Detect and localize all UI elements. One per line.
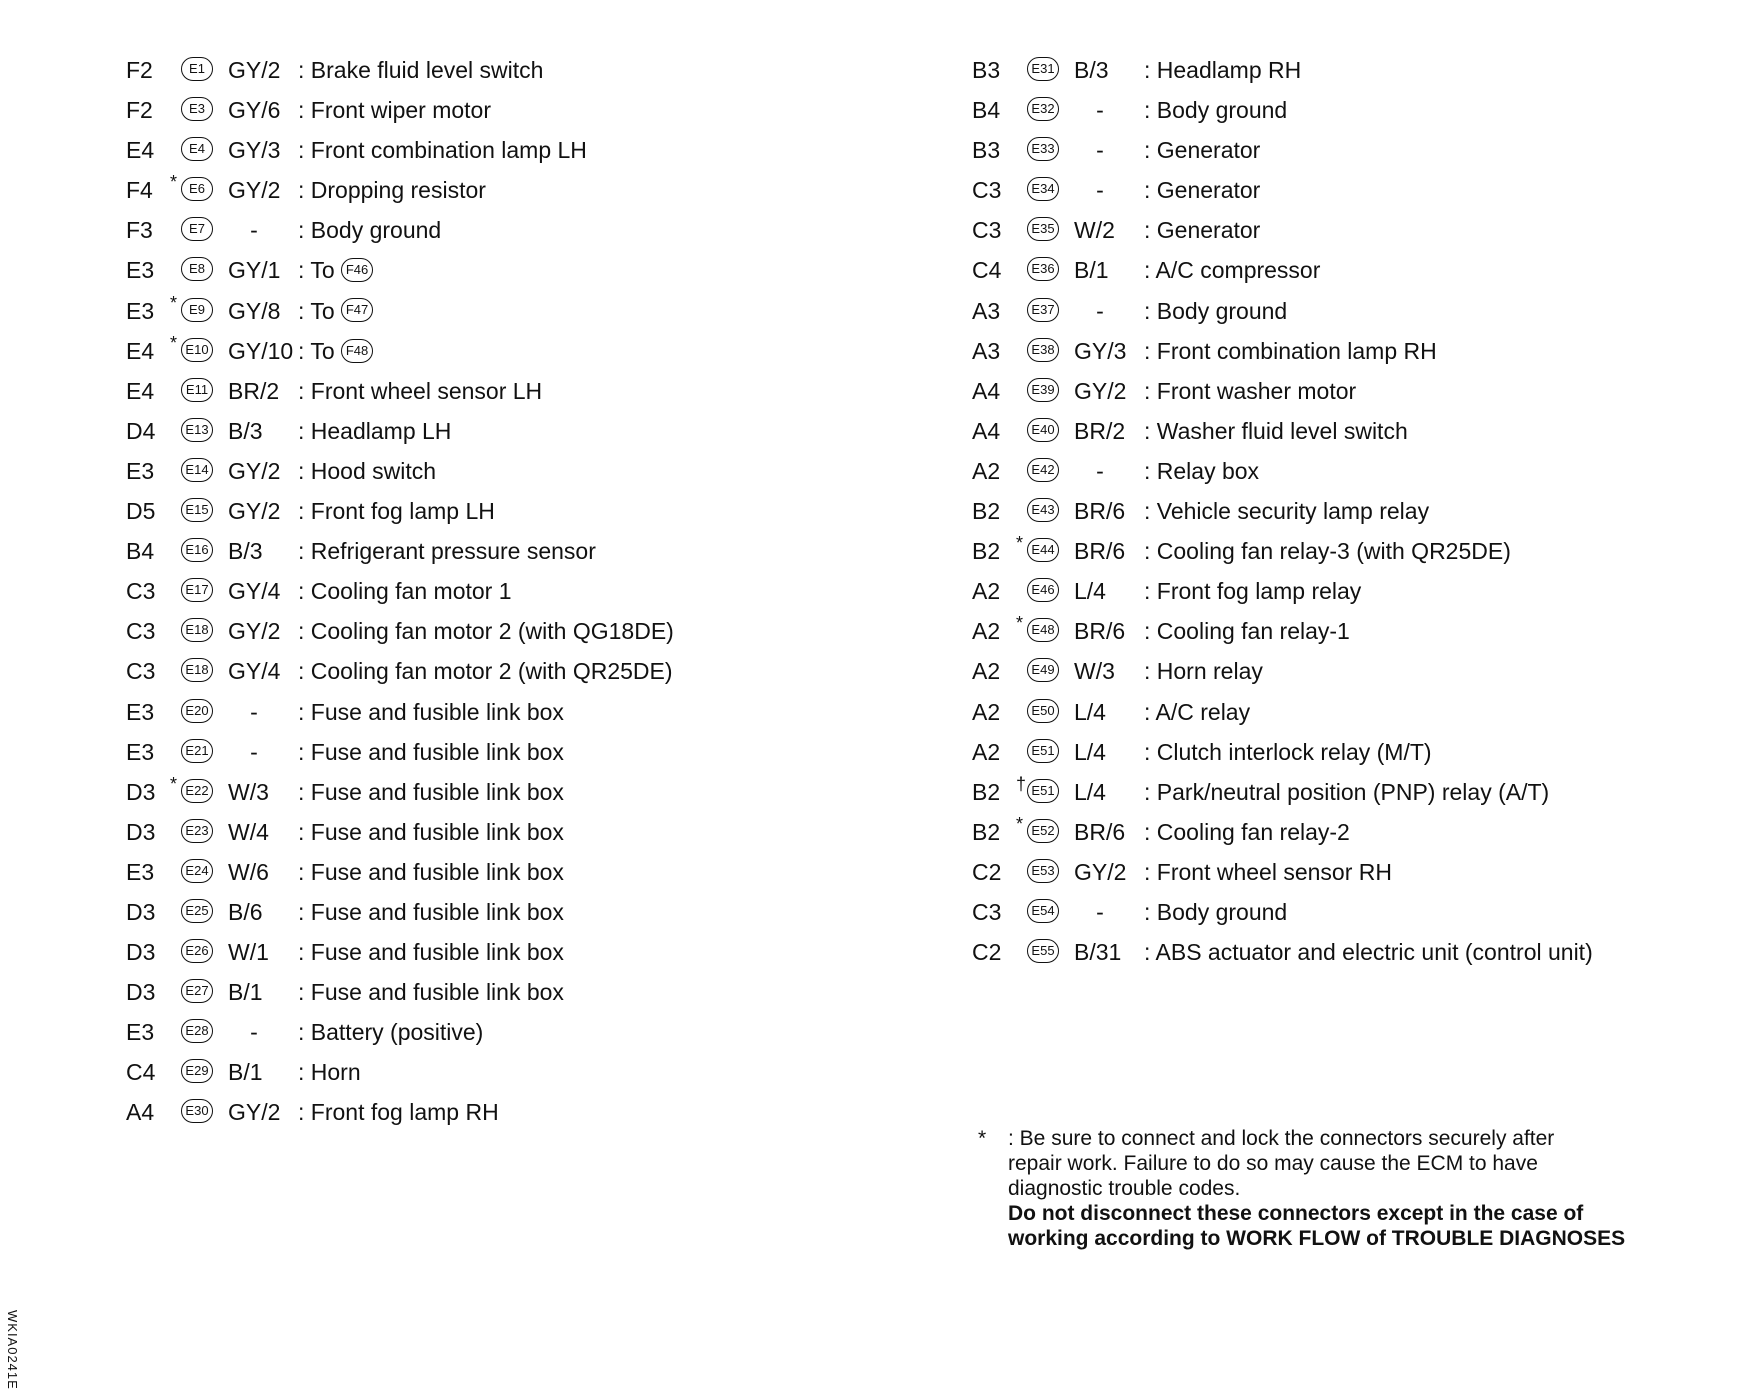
description-text: : ABS actuator and electric unit (control unit) bbox=[1144, 939, 1593, 966]
connector-description bbox=[1144, 50, 1301, 90]
connector-description bbox=[1144, 411, 1408, 451]
connector-description bbox=[1144, 90, 1287, 130]
description-text: : Cooling fan motor 2 (with QR25DE) bbox=[298, 658, 673, 685]
description-text: : Washer fluid level switch bbox=[1144, 417, 1408, 444]
grid-reference: B2 bbox=[972, 818, 1001, 845]
grid-reference: E3 bbox=[126, 858, 155, 885]
description-text: : Park/neutral position (PNP) relay (A/T) bbox=[1144, 778, 1550, 805]
wire-color-code: B/1 bbox=[228, 1059, 263, 1086]
grid-reference: C4 bbox=[972, 257, 1002, 284]
description-text: : Generator bbox=[1144, 177, 1261, 204]
note-mark: * bbox=[1016, 613, 1024, 634]
wire-color-code: GY/6 bbox=[228, 97, 281, 124]
wire-color-code: W/2 bbox=[1074, 217, 1115, 244]
grid-reference: E4 bbox=[126, 137, 155, 164]
description-text: : A/C compressor bbox=[1144, 257, 1321, 284]
description-text: : Body ground bbox=[1144, 297, 1288, 324]
grid-reference: E3 bbox=[126, 297, 155, 324]
grid-reference: A4 bbox=[126, 1099, 155, 1126]
connector-description bbox=[298, 170, 486, 210]
wire-color-code: B/3 bbox=[228, 538, 263, 565]
connector-description bbox=[298, 571, 512, 611]
target-connector-badge: F46 bbox=[341, 258, 373, 282]
connector-description bbox=[298, 331, 373, 371]
description-text: : Refrigerant pressure sensor bbox=[298, 538, 596, 565]
grid-reference: D3 bbox=[126, 818, 156, 845]
grid-reference: C3 bbox=[972, 217, 1002, 244]
connector-description bbox=[1144, 170, 1260, 210]
connector-number-badge: E50 bbox=[1027, 699, 1059, 723]
grid-reference: B2 bbox=[972, 498, 1001, 525]
wire-color-code: B/1 bbox=[1074, 257, 1109, 284]
target-connector-badge: F47 bbox=[341, 298, 373, 322]
footnote-line: diagnostic trouble codes. bbox=[1008, 1177, 1241, 1200]
connector-number-badge: E51 bbox=[1027, 739, 1059, 763]
connector-description bbox=[1144, 852, 1392, 892]
description-text: : Front combination lamp LH bbox=[298, 137, 587, 164]
grid-reference: E3 bbox=[126, 698, 155, 725]
connector-number-badge: E31 bbox=[1027, 57, 1059, 81]
connector-number-badge: E53 bbox=[1027, 859, 1059, 883]
connector-number-badge: E36 bbox=[1027, 257, 1059, 281]
description-text: : Vehicle security lamp relay bbox=[1144, 498, 1430, 525]
connector-description bbox=[1144, 651, 1263, 691]
description-text: : Generator bbox=[1144, 217, 1261, 244]
description-text: : Generator bbox=[1144, 137, 1261, 164]
connector-number-badge: E23 bbox=[181, 819, 213, 843]
grid-reference: A2 bbox=[972, 457, 1001, 484]
grid-reference: A3 bbox=[972, 297, 1001, 324]
connector-description bbox=[1144, 611, 1350, 651]
description-text: : Brake fluid level switch bbox=[298, 57, 544, 83]
wire-color-code: - bbox=[1096, 297, 1104, 324]
wire-color-code: W/3 bbox=[228, 778, 269, 805]
connector-description bbox=[298, 130, 587, 170]
description-text: : Fuse and fusible link box bbox=[298, 818, 564, 845]
connector-number-badge: E29 bbox=[181, 1059, 213, 1083]
grid-reference: E3 bbox=[126, 738, 155, 765]
description-text: : Fuse and fusible link box bbox=[298, 698, 564, 725]
description-text: : Fuse and fusible link box bbox=[298, 778, 564, 805]
wire-color-code: GY/2 bbox=[228, 57, 281, 83]
grid-reference: A3 bbox=[972, 337, 1001, 364]
wire-color-code: GY/2 bbox=[228, 618, 281, 645]
connector-description bbox=[298, 491, 495, 531]
connector-description bbox=[1144, 331, 1437, 371]
grid-reference: C3 bbox=[126, 578, 156, 605]
wire-color-code: W/4 bbox=[228, 818, 269, 845]
connector-number-badge: E18 bbox=[181, 618, 213, 642]
grid-reference: A2 bbox=[972, 698, 1001, 725]
grid-reference: E3 bbox=[126, 457, 155, 484]
connector-description bbox=[298, 932, 564, 972]
description-text: : Battery (positive) bbox=[298, 1019, 484, 1046]
grid-reference: F3 bbox=[126, 217, 153, 244]
grid-reference: D3 bbox=[126, 778, 156, 805]
grid-reference: E3 bbox=[126, 1019, 155, 1046]
description-text: : Dropping resistor bbox=[298, 177, 486, 204]
connector-number-badge: E48 bbox=[1027, 618, 1059, 642]
wire-color-code: GY/4 bbox=[228, 578, 281, 605]
wire-color-code: B/1 bbox=[228, 979, 263, 1006]
connector-number-badge: E18 bbox=[181, 658, 213, 682]
connector-number-badge: E52 bbox=[1027, 819, 1059, 843]
connector-number-badge: E4 bbox=[181, 137, 213, 161]
wire-color-code: GY/2 bbox=[1074, 858, 1127, 885]
grid-reference: B4 bbox=[972, 97, 1001, 124]
connector-number-badge: E37 bbox=[1027, 298, 1059, 322]
grid-reference: A2 bbox=[972, 618, 1001, 645]
connector-number-badge: E21 bbox=[181, 739, 213, 763]
connector-description bbox=[1144, 531, 1511, 571]
connector-description bbox=[298, 250, 373, 290]
wire-color-code: - bbox=[1096, 177, 1104, 204]
grid-reference: C2 bbox=[972, 858, 1002, 885]
connector-description bbox=[1144, 291, 1287, 331]
description-text: : Fuse and fusible link box bbox=[298, 858, 564, 885]
grid-reference: B2 bbox=[972, 778, 1001, 805]
wire-color-code: - bbox=[1096, 457, 1104, 484]
description-text: : Front fog lamp relay bbox=[1144, 578, 1362, 605]
grid-reference: D3 bbox=[126, 898, 156, 925]
connector-number-badge: E33 bbox=[1027, 137, 1059, 161]
note-mark: * bbox=[170, 332, 178, 353]
connector-number-badge: E49 bbox=[1027, 658, 1059, 682]
footnote-star: * bbox=[978, 1127, 987, 1150]
wire-color-code: GY/2 bbox=[228, 457, 281, 484]
wire-color-code: L/4 bbox=[1074, 578, 1106, 605]
description-text: : To bbox=[298, 337, 335, 364]
connector-number-badge: E17 bbox=[181, 578, 213, 602]
connector-description bbox=[298, 852, 564, 892]
connector-number-badge: E8 bbox=[181, 257, 213, 281]
wire-color-code: - bbox=[1096, 137, 1104, 164]
wire-color-code: B/3 bbox=[1074, 57, 1109, 83]
description-text: : Hood switch bbox=[298, 457, 437, 484]
connector-description bbox=[298, 772, 564, 812]
connector-number-badge: E44 bbox=[1027, 538, 1059, 562]
wire-color-code: BR/2 bbox=[228, 377, 280, 404]
connector-number-badge: E22 bbox=[181, 779, 213, 803]
grid-reference: C3 bbox=[972, 898, 1002, 925]
connector-description bbox=[298, 210, 441, 250]
connector-description bbox=[1144, 772, 1549, 812]
connector-number-badge: E34 bbox=[1027, 177, 1059, 201]
wire-color-code: BR/6 bbox=[1074, 818, 1126, 845]
connector-number-badge: E26 bbox=[181, 939, 213, 963]
wire-color-code: L/4 bbox=[1074, 778, 1106, 805]
connector-number-badge: E6 bbox=[181, 177, 213, 201]
grid-reference: D5 bbox=[126, 498, 156, 525]
footnote-text bbox=[1008, 1126, 1718, 1251]
connector-description bbox=[1144, 130, 1260, 170]
connector-number-badge: E42 bbox=[1027, 458, 1059, 482]
wire-color-code: W/6 bbox=[228, 858, 269, 885]
connector-description bbox=[298, 651, 673, 691]
description-text: : Body ground bbox=[298, 217, 442, 244]
grid-reference: B2 bbox=[972, 538, 1001, 565]
description-text: : Horn relay bbox=[1144, 658, 1263, 685]
connector-description bbox=[298, 972, 564, 1012]
connector-description bbox=[298, 812, 564, 852]
grid-reference: A4 bbox=[972, 377, 1001, 404]
connector-description bbox=[298, 611, 674, 651]
connector-number-badge: E51 bbox=[1027, 779, 1059, 803]
connector-number-badge: E7 bbox=[181, 217, 213, 241]
grid-reference: F2 bbox=[126, 97, 153, 124]
wire-color-code: GY/10 bbox=[228, 337, 294, 364]
document-id: WKIA0241E bbox=[5, 1310, 20, 1390]
description-text: : Relay box bbox=[1144, 457, 1260, 484]
connector-description bbox=[1144, 571, 1361, 611]
note-mark: * bbox=[1016, 533, 1024, 554]
wire-color-code: L/4 bbox=[1074, 698, 1106, 725]
description-text: : Cooling fan relay-1 bbox=[1144, 618, 1350, 645]
connector-number-badge: E9 bbox=[181, 298, 213, 322]
connector-number-badge: E28 bbox=[181, 1019, 213, 1043]
description-text: : Front wheel sensor LH bbox=[298, 377, 543, 404]
connector-number-badge: E35 bbox=[1027, 217, 1059, 241]
note-mark: * bbox=[170, 773, 178, 794]
footnote-warning: Do not disconnect these connectors except in the case of bbox=[1008, 1202, 1584, 1225]
footnote bbox=[978, 1126, 1718, 1251]
connector-description bbox=[1144, 892, 1287, 932]
wire-color-code: GY/4 bbox=[228, 658, 281, 685]
connector-number-badge: E40 bbox=[1027, 418, 1059, 442]
wire-color-code: GY/2 bbox=[1074, 377, 1127, 404]
description-text: : Body ground bbox=[1144, 97, 1288, 124]
connector-number-badge: E43 bbox=[1027, 498, 1059, 522]
grid-reference: A2 bbox=[972, 658, 1001, 685]
description-text: : Headlamp LH bbox=[298, 417, 452, 444]
connector-description bbox=[298, 732, 564, 772]
wire-color-code: B/31 bbox=[1074, 939, 1122, 966]
connector-number-badge: E20 bbox=[181, 699, 213, 723]
grid-reference: D4 bbox=[126, 417, 156, 444]
grid-reference: E4 bbox=[126, 337, 155, 364]
wire-color-code: - bbox=[250, 698, 258, 725]
grid-reference: B3 bbox=[972, 57, 1001, 83]
description-text: : A/C relay bbox=[1144, 698, 1251, 725]
note-mark: * bbox=[1016, 813, 1024, 834]
connector-number-badge: E1 bbox=[181, 57, 213, 81]
wire-color-code: GY/2 bbox=[228, 177, 281, 204]
description-text: : Body ground bbox=[1144, 898, 1288, 925]
wire-color-code: - bbox=[1096, 97, 1104, 124]
connector-number-badge: E27 bbox=[181, 979, 213, 1003]
description-text: : Cooling fan motor 1 bbox=[298, 578, 512, 605]
target-connector-badge: F48 bbox=[341, 339, 373, 363]
description-text: : Cooling fan relay-3 (with QR25DE) bbox=[1144, 538, 1511, 565]
connector-description bbox=[1144, 732, 1432, 772]
description-text: : Fuse and fusible link box bbox=[298, 939, 564, 966]
connector-number-badge: E10 bbox=[181, 338, 213, 362]
wire-color-code: - bbox=[250, 217, 258, 244]
grid-reference: B3 bbox=[972, 137, 1001, 164]
connector-number-badge: E32 bbox=[1027, 97, 1059, 121]
connector-number-badge: E30 bbox=[181, 1099, 213, 1123]
grid-reference: A2 bbox=[972, 738, 1001, 765]
description-text: : Fuse and fusible link box bbox=[298, 898, 564, 925]
description-text: : Horn bbox=[298, 1059, 361, 1086]
grid-reference: B4 bbox=[126, 538, 155, 565]
connector-description bbox=[298, 1052, 361, 1092]
note-mark: † bbox=[1016, 773, 1027, 794]
wire-color-code: L/4 bbox=[1074, 738, 1106, 765]
grid-reference: A2 bbox=[972, 578, 1001, 605]
description-text: : Front fog lamp LH bbox=[298, 498, 495, 525]
grid-reference: E4 bbox=[126, 377, 155, 404]
grid-reference: F4 bbox=[126, 177, 153, 204]
description-text: : Front wiper motor bbox=[298, 97, 491, 124]
connector-description bbox=[298, 371, 542, 411]
description-text: : Clutch interlock relay (M/T) bbox=[1144, 738, 1432, 765]
connector-description bbox=[1144, 812, 1350, 852]
wire-color-code: GY/1 bbox=[228, 257, 281, 284]
description-text: : Cooling fan relay-2 bbox=[1144, 818, 1350, 845]
note-mark: * bbox=[170, 292, 178, 313]
grid-reference: C3 bbox=[972, 177, 1002, 204]
connector-number-badge: E14 bbox=[181, 458, 213, 482]
connector-number-badge: E38 bbox=[1027, 338, 1059, 362]
wire-color-code: GY/2 bbox=[228, 1099, 281, 1126]
connector-description bbox=[1144, 451, 1259, 491]
wire-color-code: - bbox=[250, 738, 258, 765]
connector-description bbox=[298, 50, 543, 90]
footnote-warning: working according to WORK FLOW of TROUBLE DIAGNOSES bbox=[1008, 1227, 1626, 1250]
grid-reference: E3 bbox=[126, 257, 155, 284]
description-text: : To bbox=[298, 297, 335, 324]
footnote-line: repair work. Failure to do so may cause the ECM to have bbox=[1008, 1152, 1538, 1175]
wire-color-code: GY/3 bbox=[228, 137, 281, 164]
connector-description bbox=[298, 1012, 483, 1052]
wire-color-code: - bbox=[1096, 898, 1104, 925]
grid-reference: C4 bbox=[126, 1059, 156, 1086]
footnote-line: : Be sure to connect and lock the connectors securely after bbox=[1008, 1127, 1555, 1150]
wire-color-code: - bbox=[250, 1019, 258, 1046]
connector-number-badge: E24 bbox=[181, 859, 213, 883]
description-text: : Headlamp RH bbox=[1144, 57, 1302, 83]
connector-number-badge: E39 bbox=[1027, 378, 1059, 402]
connector-description bbox=[298, 291, 373, 331]
description-text: : Front fog lamp RH bbox=[298, 1099, 499, 1126]
connector-description bbox=[298, 411, 451, 451]
grid-reference: C3 bbox=[126, 658, 156, 685]
connector-number-badge: E15 bbox=[181, 498, 213, 522]
wire-color-code: GY/2 bbox=[228, 498, 281, 525]
description-text: : Front combination lamp RH bbox=[1144, 337, 1437, 364]
wire-color-code: GY/8 bbox=[228, 297, 281, 324]
note-mark: * bbox=[170, 172, 178, 193]
connector-number-badge: E25 bbox=[181, 899, 213, 923]
grid-reference: C2 bbox=[972, 939, 1002, 966]
grid-reference: F2 bbox=[126, 57, 153, 83]
connector-description bbox=[1144, 250, 1320, 290]
wire-color-code: BR/6 bbox=[1074, 618, 1126, 645]
wire-color-code: W/1 bbox=[228, 939, 269, 966]
connector-description bbox=[298, 892, 564, 932]
connector-description bbox=[1144, 692, 1250, 732]
connector-description bbox=[1144, 371, 1356, 411]
wire-color-code: W/3 bbox=[1074, 658, 1115, 685]
connector-description bbox=[298, 1092, 499, 1132]
grid-reference: A4 bbox=[972, 417, 1001, 444]
connector-description bbox=[1144, 491, 1429, 531]
wire-color-code: GY/3 bbox=[1074, 337, 1127, 364]
connector-number-badge: E54 bbox=[1027, 899, 1059, 923]
connector-description bbox=[298, 531, 596, 571]
wire-color-code: BR/2 bbox=[1074, 417, 1126, 444]
description-text: : Front wheel sensor RH bbox=[1144, 858, 1392, 885]
description-text: : To bbox=[298, 257, 335, 284]
connector-description bbox=[298, 90, 491, 130]
connector-number-badge: E46 bbox=[1027, 578, 1059, 602]
description-text: : Fuse and fusible link box bbox=[298, 738, 564, 765]
connector-number-badge: E11 bbox=[181, 378, 213, 402]
description-text: : Cooling fan motor 2 (with QG18DE) bbox=[298, 618, 674, 645]
wire-color-code: B/6 bbox=[228, 898, 263, 925]
grid-reference: D3 bbox=[126, 939, 156, 966]
connector-number-badge: E3 bbox=[181, 97, 213, 121]
wire-color-code: BR/6 bbox=[1074, 538, 1126, 565]
connector-number-badge: E16 bbox=[181, 538, 213, 562]
grid-reference: C3 bbox=[126, 618, 156, 645]
connector-number-badge: E13 bbox=[181, 418, 213, 442]
connector-description bbox=[298, 692, 564, 732]
connector-number-badge: E55 bbox=[1027, 939, 1059, 963]
grid-reference: D3 bbox=[126, 979, 156, 1006]
connector-description bbox=[1144, 210, 1260, 250]
description-text: : Fuse and fusible link box bbox=[298, 979, 564, 1006]
wire-color-code: BR/6 bbox=[1074, 498, 1126, 525]
wire-color-code: B/3 bbox=[228, 417, 263, 444]
connector-description bbox=[298, 451, 436, 491]
description-text: : Front washer motor bbox=[1144, 377, 1357, 404]
connector-description bbox=[1144, 932, 1593, 972]
